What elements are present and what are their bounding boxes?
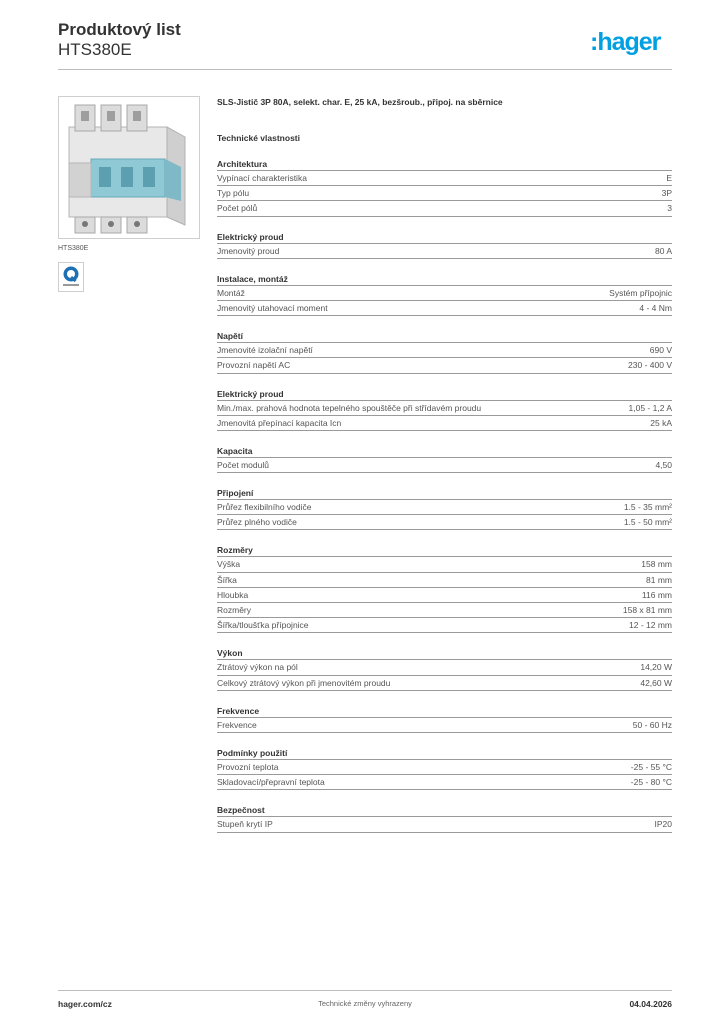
spec-label: Jmenovité izolační napětí bbox=[217, 345, 313, 356]
spec-label: Jmenovitý utahovací moment bbox=[217, 302, 328, 313]
spec-row bbox=[217, 401, 672, 416]
main-content bbox=[217, 96, 672, 833]
spec-row bbox=[217, 718, 672, 733]
spec-group bbox=[217, 273, 672, 316]
hager-logo bbox=[590, 28, 672, 56]
spec-groups bbox=[217, 158, 672, 833]
footer-date: 04.04.2026 bbox=[629, 999, 672, 1009]
spec-group-title: Elektrický proud bbox=[217, 388, 672, 401]
spec-row bbox=[217, 676, 672, 691]
spec-label: Rozměry bbox=[217, 605, 252, 615]
spec-value: 690 V bbox=[649, 345, 672, 356]
spec-group bbox=[217, 705, 672, 733]
spec-group-title: Napětí bbox=[217, 330, 672, 343]
spec-value: 80 A bbox=[654, 245, 672, 256]
spec-label: Frekvence bbox=[217, 719, 257, 730]
spec-group-title: Podmínky použití bbox=[217, 747, 672, 760]
spec-value: E bbox=[666, 173, 672, 183]
spec-row bbox=[217, 817, 672, 832]
technical-properties-title: Technické vlastnosti bbox=[217, 133, 300, 143]
left-column bbox=[58, 96, 200, 292]
spec-group-title: Frekvence bbox=[217, 705, 672, 718]
spec-label: Vypínací charakteristika bbox=[217, 173, 307, 183]
spec-value: 1,05 - 1,2 A bbox=[628, 402, 672, 413]
spec-row bbox=[217, 301, 672, 316]
spec-group-title: Elektrický proud bbox=[217, 231, 672, 244]
spec-row bbox=[217, 201, 672, 216]
spec-group bbox=[217, 804, 672, 832]
spec-value: 25 kA bbox=[650, 417, 672, 428]
spec-value: 4 - 4 Nm bbox=[639, 302, 672, 313]
footer-website: hager.com/cz bbox=[58, 999, 112, 1009]
spec-row bbox=[217, 358, 672, 373]
spec-label: Počet modulů bbox=[217, 459, 269, 470]
spec-group-title: Bezpečnost bbox=[217, 804, 672, 817]
page-title: Produktový list bbox=[58, 20, 181, 39]
spec-group bbox=[217, 647, 672, 690]
spec-label: Průřez flexibilního vodiče bbox=[217, 502, 312, 513]
spec-value: 158 x 81 mm bbox=[622, 605, 672, 615]
spec-row bbox=[217, 557, 672, 572]
spec-label: Min./max. prahová hodnota tepelného spouštěče při střídavém proudu bbox=[217, 402, 482, 413]
spec-value: 12 - 12 mm bbox=[629, 620, 672, 631]
spec-value: 230 - 400 V bbox=[628, 360, 672, 371]
page-footer bbox=[58, 990, 672, 1014]
spec-label: Stupeň krytí IP bbox=[217, 819, 273, 830]
spec-value: 3P bbox=[661, 188, 672, 199]
hager-logo-text: :hager bbox=[590, 28, 661, 56]
footer-note: Technické změny vyhrazeny bbox=[318, 999, 412, 1008]
spec-label: Jmenovitá přepínací kapacita Icn bbox=[217, 417, 342, 428]
spec-label: Typ pólu bbox=[217, 188, 250, 199]
circuit-breaker-illustration bbox=[59, 97, 200, 239]
spec-label: Jmenovitý proud bbox=[217, 245, 280, 256]
spec-value: 1.5 - 35 mm² bbox=[623, 502, 672, 513]
spec-value: 50 - 60 Hz bbox=[632, 719, 672, 730]
spec-label: Celkový ztrátový výkon při jmenovitém proudu bbox=[217, 677, 391, 688]
spec-row bbox=[217, 244, 672, 259]
spec-row bbox=[217, 500, 672, 515]
spec-row bbox=[217, 171, 672, 186]
spec-value: 81 mm bbox=[646, 574, 672, 585]
spec-group-title: Rozměry bbox=[217, 544, 672, 557]
spec-row bbox=[217, 458, 672, 473]
spec-row bbox=[217, 760, 672, 775]
spec-label: Počet pólů bbox=[217, 203, 258, 214]
spec-group bbox=[217, 158, 672, 217]
quality-badge bbox=[58, 262, 84, 292]
spec-label: Ztrátový výkon na pól bbox=[217, 662, 298, 673]
spec-value: -25 - 80 °C bbox=[630, 777, 672, 788]
spec-group-title: Výkon bbox=[217, 647, 672, 660]
spec-row bbox=[217, 660, 672, 675]
spec-row bbox=[217, 343, 672, 358]
page-header bbox=[58, 20, 672, 70]
spec-value: 14,20 W bbox=[640, 662, 672, 673]
spec-label: Průřez plného vodiče bbox=[217, 517, 297, 528]
product-code: HTS380E bbox=[58, 40, 132, 59]
spec-row bbox=[217, 286, 672, 301]
spec-row bbox=[217, 618, 672, 633]
spec-group bbox=[217, 388, 672, 431]
spec-value: 4,50 bbox=[655, 459, 672, 470]
spec-label: Montáž bbox=[217, 287, 245, 298]
spec-label: Hloubka bbox=[217, 589, 249, 600]
spec-value: 1.5 - 50 mm² bbox=[623, 517, 672, 528]
spec-row bbox=[217, 573, 672, 588]
spec-value: Systém přípojnic bbox=[609, 287, 672, 298]
spec-group bbox=[217, 445, 672, 473]
image-caption: HTS380E bbox=[58, 245, 89, 252]
spec-label: Šířka bbox=[217, 574, 237, 585]
spec-group bbox=[217, 330, 672, 373]
spec-row bbox=[217, 186, 672, 201]
spec-row bbox=[217, 588, 672, 603]
spec-group-title: Kapacita bbox=[217, 445, 672, 458]
spec-group bbox=[217, 544, 672, 633]
spec-label: Výška bbox=[217, 559, 241, 570]
spec-row bbox=[217, 603, 672, 618]
spec-label: Skladovací/přepravní teplota bbox=[217, 777, 325, 788]
spec-value: -25 - 55 °C bbox=[630, 761, 672, 772]
product-image bbox=[58, 96, 200, 239]
spec-label: Provozní napětí AC bbox=[217, 360, 291, 371]
spec-group-title: Instalace, montáž bbox=[217, 273, 672, 286]
spec-group-title: Připojení bbox=[217, 487, 672, 500]
spec-group-title: Architektura bbox=[217, 158, 672, 171]
spec-row bbox=[217, 416, 672, 431]
spec-group bbox=[217, 487, 672, 530]
spec-row bbox=[217, 515, 672, 530]
spec-label: Provozní teplota bbox=[217, 761, 279, 772]
spec-label: Šířka/tloušťka přípojnice bbox=[217, 620, 309, 631]
spec-value: 158 mm bbox=[641, 559, 672, 570]
spec-value: 42,60 W bbox=[640, 677, 672, 688]
spec-value: IP20 bbox=[654, 819, 672, 830]
spec-group bbox=[217, 231, 672, 259]
spec-value: 116 mm bbox=[641, 589, 672, 600]
spec-group bbox=[217, 747, 672, 790]
spec-row bbox=[217, 775, 672, 790]
spec-value: 3 bbox=[667, 203, 672, 214]
quality-icon bbox=[60, 264, 82, 290]
product-description: SLS-Jistič 3P 80A, selekt. char. E, 25 kA, bezšroub., připoj. na sběrnice bbox=[217, 97, 503, 107]
